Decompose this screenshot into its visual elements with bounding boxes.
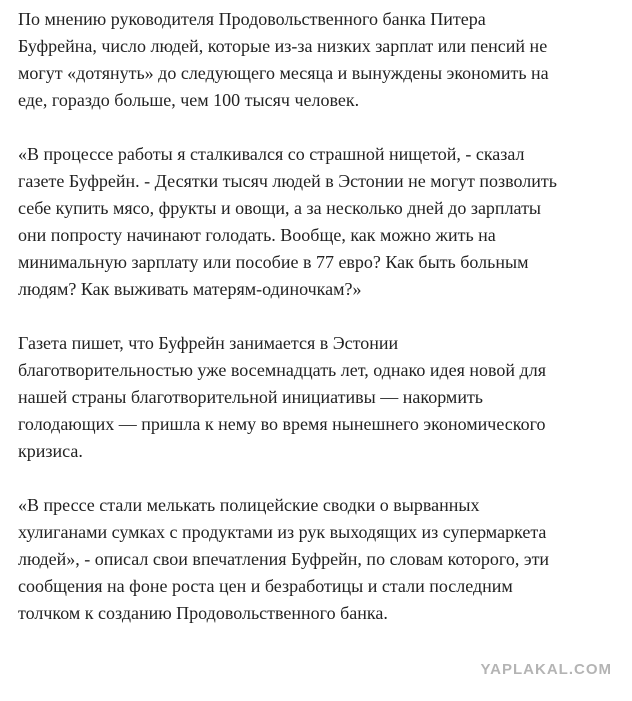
text-line: людей», - описал свои впечатления Буфрейн, по словам которого, эти [18, 549, 550, 569]
text-line: «В прессе стали мелькать полицейские сводки о вырванных [18, 495, 480, 515]
text-line: людям? Как выживать матерям-одиночкам?» [18, 279, 362, 299]
text-line: голодающих — пришла к нему во время нынешнего экономического [18, 414, 546, 434]
text-line: нашей страны благотворительной инициативы — накормить [18, 387, 484, 407]
text-line: Газета пишет, что Буфрейн занимается в Эстонии [18, 333, 399, 353]
text-line: сообщения на фоне роста цен и безработицы и стали последним [18, 576, 513, 596]
text-line: толчком к созданию Продовольственного банка. [18, 603, 388, 623]
text-line: они попросту начинают голодать. Вообще, как можно жить на [18, 225, 496, 245]
text-line: газете Буфрейн. - Десятки тысяч людей в Эстонии не могут позволить [18, 171, 557, 191]
text-line: могут «дотянуть» до следующего месяца и вынуждены экономить на [18, 63, 549, 83]
text-line: «В процессе работы я сталкивался со страшной нищетой, - сказал [18, 144, 525, 164]
paragraph-3 [18, 330, 618, 465]
text-line: еде, гораздо больше, чем 100 тысяч человек. [18, 90, 360, 110]
text-line: Буфрейна, число людей, которые из-за низких зарплат или пенсий не [18, 36, 548, 56]
article-body [18, 6, 618, 654]
text-line: хулиганами сумках с продуктами из рук выходящих из супермаркета [18, 522, 547, 542]
paragraph-4 [18, 492, 618, 627]
paragraph-2 [18, 141, 618, 303]
text-line: минимальную зарплату или пособие в 77 евро? Как быть больным [18, 252, 529, 272]
text-line: себе купить мясо, фрукты и овощи, а за несколько дней до зарплаты [18, 198, 542, 218]
watermark: YAPLAKAL.COM [480, 661, 612, 678]
text-line: кризиса. [18, 441, 83, 461]
paragraph-1 [18, 6, 618, 114]
text-line: благотворительностью уже восемнадцать лет, однако идея новой для [18, 360, 546, 380]
text-line: По мнению руководителя Продовольственного банка Питера [18, 9, 486, 29]
